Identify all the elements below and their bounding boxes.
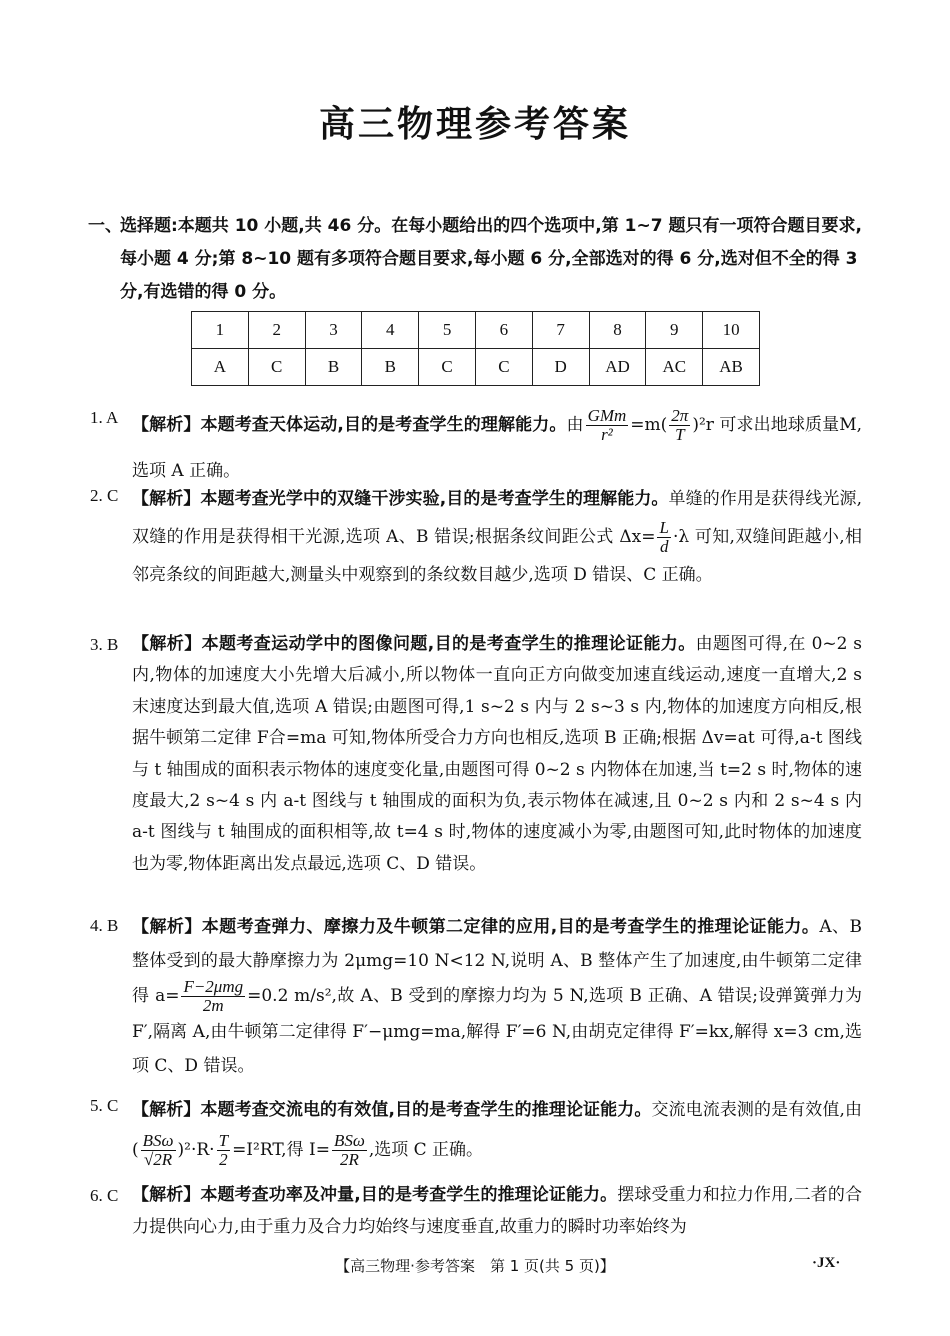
section-text: 选择题:本题共 10 小题,共 46 分。在每小题给出的四个选项中,第 1~7 题只有一项符合题目要求,每小题 4 分;第 8~10 题有多项符合题目要求,每小题 6 分,全部选对的得 6 分,选对但不全的得 3 分,有选错的得 0 分。 (120, 216, 862, 302)
item-text: 交流电流表测的是有效值,由( (132, 1100, 862, 1160)
item-number: 1. A (90, 408, 119, 427)
item-text: =m( (630, 415, 668, 435)
solution-item-6 (90, 1180, 862, 1243)
formula-fraction: $\frac{L}{d}$ (659, 518, 669, 556)
formula-fraction: $\frac{T}{2}$ (218, 1131, 229, 1169)
item-lead: 本题考查运动学中的图像问题,目的是考查学生的推理论证能力。 (201, 634, 696, 654)
answer-cell: C (419, 349, 476, 386)
item-lead: 本题考查交流电的有效值,目的是考查学生的推理论证能力。 (200, 1100, 652, 1120)
answer-cell: B (362, 349, 419, 386)
item-text: 摆球受重力和拉力作用,二者的合力提供向心力,由于重力及合力均始终与速度垂直,故重力的瞬时功率始终为 (132, 1185, 862, 1237)
analysis-tag: 【解析】 (132, 634, 202, 654)
item-number: 4. B (90, 916, 119, 935)
item-number: 3. B (90, 635, 119, 654)
question-number-cell: 10 (703, 312, 760, 349)
item-text: 由 (566, 415, 584, 435)
answer-cell: AB (703, 349, 760, 386)
formula-fraction: $\frac{\text{BSω}}{√2R}$ (142, 1131, 174, 1169)
solution-item-5 (90, 1090, 862, 1170)
page-footer: 【高三物理·参考答案 第 1 页(共 5 页)】 (335, 1257, 615, 1275)
section-heading (88, 210, 863, 309)
page-title: 高三物理参考答案 (318, 104, 631, 145)
item-number: 2. C (90, 486, 119, 505)
solution-item-4 (90, 910, 862, 1083)
item-lead: 本题考查天体运动,目的是考查学生的理解能力。 (200, 415, 567, 435)
item-text: ,选项 C 正确。 (368, 1140, 484, 1160)
item-number: 5. C (90, 1096, 119, 1115)
formula-fraction: $\frac{2\pi}{T}$ (671, 406, 689, 444)
analysis-tag: 【解析】 (132, 489, 201, 509)
solution-item-3 (90, 629, 862, 880)
question-number-cell: 7 (532, 312, 589, 349)
item-lead: 本题考查弹力、摩擦力及牛顿第二定律的应用,目的是考查学生的推理论证能力。 (201, 917, 820, 937)
item-text: =0.2 m/s²,故 A、B 受到的摩擦力均为 5 N,选项 B 正确、A 错误;设弹簧弹力为 F′,隔离 A,由牛顿第二定律得 F′−μmg=ma,解得 F′=6 N,由胡克定律得 F′=kx,解得 x=3 cm,选项 C、D 错误。 (132, 986, 862, 1076)
answer-cell: C (248, 349, 305, 386)
question-number-cell: 8 (589, 312, 646, 349)
answer-cell: AD (589, 349, 646, 386)
item-text: =I²RT,得 I= (232, 1140, 330, 1160)
analysis-tag: 【解析】 (132, 415, 201, 435)
section-label: 一、 (88, 216, 122, 236)
solution-item-2 (90, 480, 862, 594)
answer-cell: C (475, 349, 532, 386)
item-text: A、B 整体受到的最大静摩擦力为 2μmg=10 N<12 N,说明 A、B 整体产生了加速度,由牛顿第二定律得 a= (132, 917, 862, 1006)
answer-cell: B (305, 349, 362, 386)
question-number-cell: 5 (419, 312, 476, 349)
item-text: 单缝的作用是获得线光源,双缝的作用是获得相干光源,选项 A、B 错误;根据条纹间距公式 Δx= (132, 489, 863, 547)
question-number-cell: 6 (475, 312, 532, 349)
answer-table-number-row (192, 312, 760, 349)
analysis-tag: 【解析】 (132, 1185, 201, 1205)
formula-fraction: $\frac{\text{F−2μmg}}{2m}$ (183, 977, 244, 1015)
formula-fraction: $\frac{\text{GMm}}{\text{r²}}$ (587, 406, 627, 444)
formula-fraction: $\frac{\text{BSω}}{2R}$ (333, 1131, 365, 1169)
answer-table (191, 311, 760, 386)
item-text: ·λ 可知,双缝间距越小,相邻亮条纹的间距越大,测量头中观察到的条纹数目越少,选项 D 错误、C 正确。 (132, 527, 862, 585)
question-number-cell: 2 (248, 312, 305, 349)
answer-cell: D (532, 349, 589, 386)
item-text: )²·R· (177, 1140, 215, 1160)
analysis-tag: 【解析】 (132, 917, 202, 937)
answer-cell: AC (646, 349, 703, 386)
answer-table-answer-row (192, 349, 760, 386)
question-number-cell: 1 (192, 312, 249, 349)
footer-code: ·JX· (812, 1255, 841, 1271)
analysis-tag: 【解析】 (132, 1100, 201, 1120)
question-number-cell: 9 (646, 312, 703, 349)
item-lead: 本题考查功率及冲量,目的是考查学生的推理论证能力。 (200, 1185, 618, 1205)
item-lead: 本题考查光学中的双缝干涉实验,目的是考查学生的理解能力。 (200, 489, 669, 509)
item-text: )²r 可求出地球质量M,选项 A 正确。 (132, 415, 863, 481)
item-text: 由题图可得,在 0~2 s 内,物体的加速度大小先增大后减小,所以物体一直向正方向做变加速直线运动,速度一直增大,2 s 末速度达到最大值,选项 A 错误;由题图可得,1 s~2 s 内与 2 s~3 s 内,物体的加速度方向相反,根据牛顿第二定律 F合=ma 可知,物体所受合力方向也相反,选项 B 正确;根据 Δv=at 可得,a-t 图线与 t 轴围成的面积表示物体的速度变化量,由题图可得 0~2 s 内物体在加速,当 t=2 s 时,物体的速度最大,2 s~4 s 内 a-t 图线与 t 轴围成的面积为负,表示物体在减速,且 0~2 s 内和 2 s~4 s 内 a-t 图线与 t 轴围成的面积相等,故 t=4 s 时,物体的速度减小为零,由题图可知,此时物体的加速度也为零,物体距离出发点最远,选项 C、D 错误。 (132, 634, 863, 874)
question-number-cell: 3 (305, 312, 362, 349)
answer-cell: A (192, 349, 249, 386)
item-number: 6. C (90, 1186, 119, 1205)
question-number-cell: 4 (362, 312, 419, 349)
